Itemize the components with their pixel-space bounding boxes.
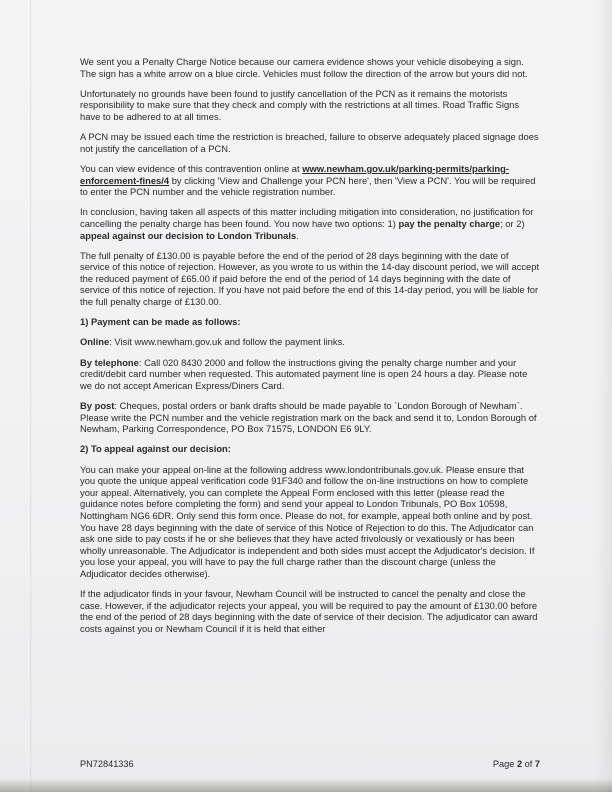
paragraph-appeal-outcome: If the adjudicator finds in your favour, Newham Council will be instructed to cancel the penalty and close the case. However, if the adjudicator rejects your appeal, you will be required to pay the amount of £130.00 before the end of the period of 28 days beginning with the date of service of their decision. The adjudicator can award costs against you or Newham Council if it is held that either [80, 588, 538, 634]
paragraph-full-penalty: The full penalty of £130.00 is payable before the end of the period of 28 days beginning with the date of service of this notice of rejection. However, as you wrote to us within the 14-day discount period, we will accept the reduced payment of £65.00 if paid before the end of the period of 14 days beginning with the date of service of this notice of rejection. If you have not paid before the end of this 14-day period, you will be liable for the full penalty charge of £130.00. [80, 249, 540, 308]
telephone-text: : Call 020 8430 2000 and follow the instructions giving the penalty charge number and your credit/debit card number when requested. This automated payment line is open 24 hours a day. Please note we do not accept American Express/Diners Card. [80, 356, 528, 391]
paragraph-appeal-body: You can make your appeal on-line at the following address www.londontribunals.gov.uk. Please ensure that you quote the unique appeal verification code 91F340 and follow the on-line instructions on how to complete your appeal. Alternatively, you can complete the Appeal Form enclosed with this letter (please read the guidance notes before completing the form) and send your appeal to London Tribunals, PO Box 10598, Nottingham NG6 6DR. Only send this form once. Please do not, for example, appeal both online and by post. You have 28 days beginning with the date of service of this Notice of Rejection to do this. The Adjudicator can ask one side to pay costs if he or she believes that they have acted frivolously or vexatiously or has been wholly unreasonable. The Adjudicator is independent and both sides must accept the Adjudicator's decision. If you lose your appeal, you will have to pay the full charge rather than the discount charge (unless the Adjudicator decides otherwise). [80, 463, 535, 579]
conclusion-end: . [296, 229, 299, 241]
post-label: By post [80, 400, 115, 411]
paragraph-no-grounds: Unfortunately no grounds have been found to justify cancellation of the PCN as it remains the motorists responsibility to make sure that they check and comply with the restrictions at all times. Road Traffic Signs have to be adhered to at all times. [80, 87, 520, 122]
option-appeal: appeal against our decision to London Tribunals [80, 229, 297, 241]
conclusion-mid: ; or 2) [500, 217, 525, 229]
letter-body [80, 56, 540, 643]
conclusion-pre: In conclusion, having taken all aspects of this matter including mitigation into consideration, no justification for cancelling the penalty charge has been found. You now have two options: 1) [80, 206, 534, 229]
post-text: : Cheques, postal orders or bank drafts should be made payable to `London Borough of Newham`. Please write the PCN number and the vehicle registration mark on the back and send it to, London Borough of Newham, Parking Correspondence, PO Box 71575, LONDON E6 9LY. [80, 400, 537, 435]
payment-post [80, 400, 540, 435]
paragraph-repeat-issue: A PCN may be issued each time the restriction is breached, failure to observe adequately placed signage does not justify the cancellation of a PCN. [80, 131, 539, 154]
page-current: 2 [516, 759, 523, 769]
evidence-pre: You can view evidence of this contravention online at [80, 162, 300, 174]
telephone-label: By telephone [80, 356, 139, 368]
page-prefix: Page [492, 759, 515, 769]
page-total: 7 [534, 759, 540, 769]
paper-fold [30, 0, 32, 792]
payment-online [80, 336, 540, 348]
online-text: : Visit www.newham.gov.uk and follow the payment links. [109, 336, 345, 348]
evidence-post: by clicking 'View and Challenge your PCN here', then 'View a PCN'. You will be required to enter the PCN number and the vehicle registration number. [80, 174, 536, 198]
online-label: Online [80, 336, 110, 348]
appeal-heading: 2) To appeal against our decision: [80, 443, 231, 455]
pcn-reference: PN72841336 [80, 759, 134, 769]
payment-heading: 1) Payment can be made as follows: [80, 316, 241, 328]
paper-edge-shadow [594, 0, 612, 792]
option-pay: pay the penalty charge [398, 217, 501, 229]
evidence-link[interactable]: www.newham.gov.uk/parking-permits/parking-enforcement-fines/4 [80, 162, 510, 186]
paragraph-conclusion [80, 206, 540, 241]
bottom-edge-shadow [0, 778, 612, 792]
page-number [493, 759, 540, 769]
paragraph-evidence [80, 163, 540, 198]
page-of: of [524, 759, 533, 769]
paragraph-intro: We sent you a Penalty Charge Notice because our camera evidence shows your vehicle disobeying a sign. The sign has a white arrow on a blue circle. Vehicles must follow the direction of the arrow but yours did not. [80, 56, 528, 79]
payment-telephone [80, 357, 540, 392]
